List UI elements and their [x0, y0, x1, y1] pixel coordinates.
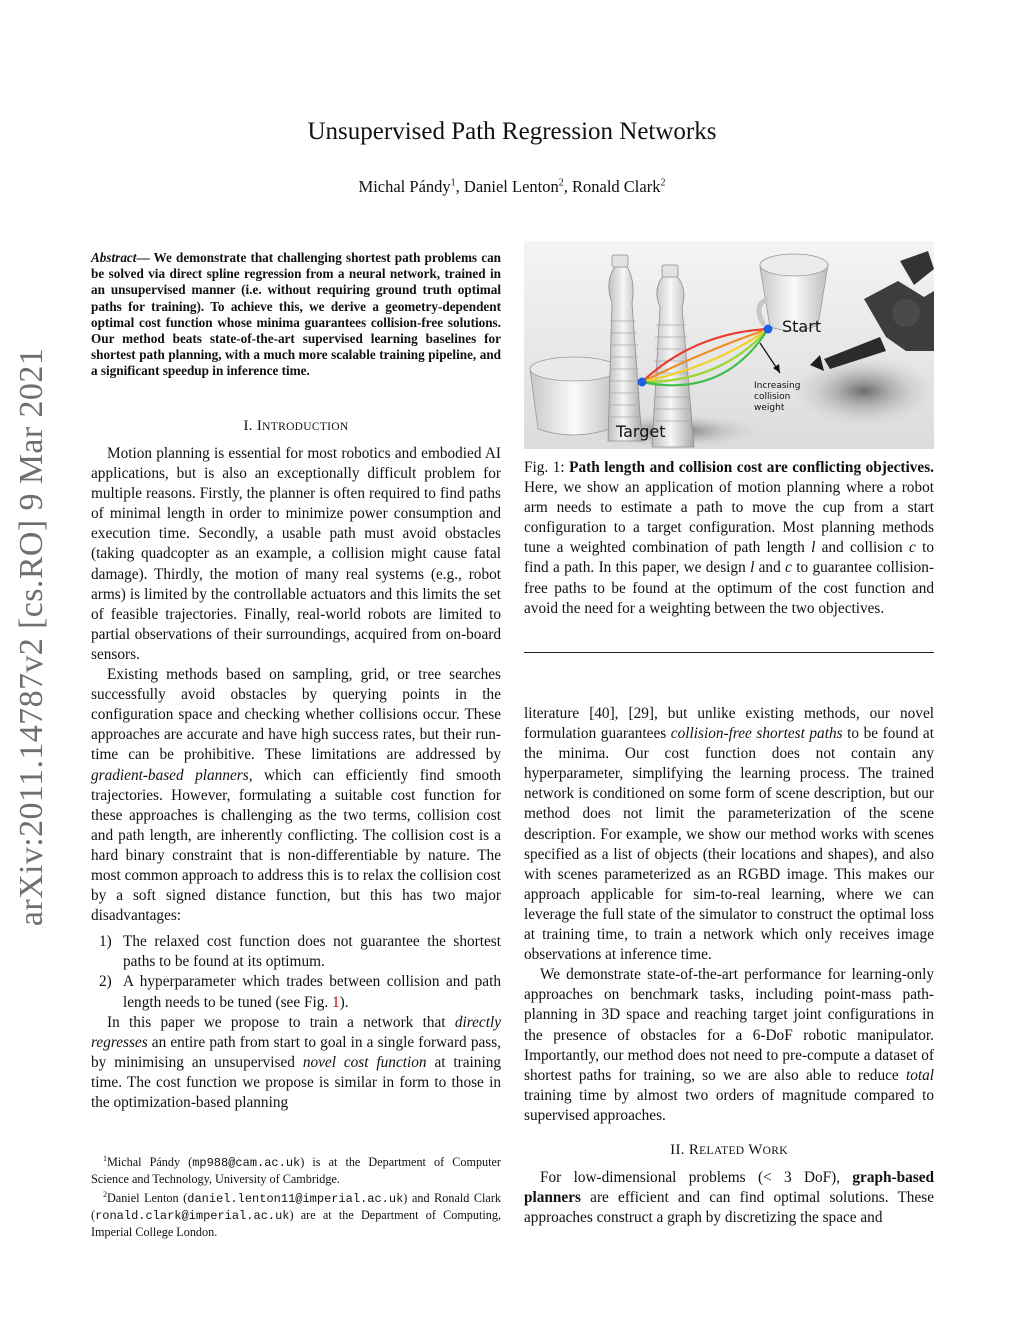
list-number: 2)	[99, 973, 112, 991]
weight-label-line: collision	[754, 392, 791, 402]
emphasis: novel cost function	[302, 1053, 427, 1071]
author-affiliation-mark: 1	[450, 177, 456, 189]
list-item	[91, 932, 501, 972]
text-run: an entire path from start to goal in a single forward pass, by minimising an unsupervised	[91, 1033, 501, 1071]
text-run: at training time. The cost function we propose is similar in form to those in the optimization-based planning	[91, 1053, 501, 1111]
math-symbol: c	[785, 559, 792, 577]
paragraph	[91, 1013, 501, 1113]
paragraph	[524, 1168, 934, 1228]
paragraph	[524, 965, 934, 1126]
text-run: and	[754, 559, 786, 577]
section-heading-related-work	[524, 1142, 934, 1159]
math-symbol: c	[909, 539, 916, 557]
caption-label: Fig. 1:	[524, 459, 565, 476]
start-label: Start	[782, 317, 822, 336]
author-affiliation-mark: 2	[660, 177, 666, 189]
footnote	[91, 1151, 501, 1187]
math-symbol: l	[811, 539, 816, 557]
section-number: II.	[670, 1142, 685, 1158]
weight-label-line: Increasing	[754, 381, 801, 391]
emphasis: collision-free shortest paths	[670, 725, 843, 743]
footnote-mark: 2	[103, 1190, 107, 1200]
text-run: Michal Pándy (	[107, 1155, 193, 1170]
section-title-rest: NTRODUCTION	[262, 421, 349, 433]
caption-text	[524, 458, 934, 619]
weight-label-line: weight	[754, 403, 785, 413]
email-link[interactable]: daniel.lenton11@imperial.ac.uk	[187, 1192, 404, 1207]
text-run: to find a path. In this paper, we design	[524, 539, 934, 577]
text-run: ) are at the Department of Computing, Imperial College London.	[91, 1207, 501, 1239]
list-text	[123, 972, 501, 1012]
section-number: I.	[243, 418, 253, 434]
related-work-body	[524, 1168, 934, 1228]
text-run: ) is at the Department of Computer Science and Technology, University of Cambridge.	[91, 1155, 501, 1186]
emphasis: gradient-based planners	[91, 766, 249, 784]
author-name: Daniel Lenton	[463, 177, 559, 196]
footnotes	[91, 1151, 501, 1240]
text-run: Existing methods based on sampling, grid, or tree searches successfully avoid obstacles by querying points in the configuration space and checking whether collisions occur. These approaches are accurate and have high success rates, but their run-time can be prohibitive. These limitations are addressed by	[91, 666, 501, 764]
figure-divider-rule	[524, 652, 934, 653]
figure-reference-link[interactable]: 1	[332, 993, 340, 1011]
figure-robot-arm-scene	[524, 241, 934, 449]
footnote	[91, 1187, 501, 1240]
text-run: For low-dimensional problems (< 3 DoF),	[540, 1169, 853, 1186]
text-run: and collision	[815, 539, 909, 557]
text-run: are efficient and can find optimal solutions. These approaches construct a graph by discretizing the space and	[524, 1189, 934, 1227]
paragraph	[524, 704, 934, 965]
section-title-rest: ELATED	[699, 1145, 745, 1157]
email-link[interactable]: mp988@cam.ac.uk	[192, 1156, 301, 1171]
emphasis: directly regresses	[91, 1013, 501, 1051]
author-name: Michal Pándy	[358, 177, 451, 196]
footnote-mark: 1	[103, 1154, 107, 1163]
abstract-label: Abstract	[91, 250, 137, 265]
list-item	[91, 972, 501, 1012]
arxiv-identifier: arXiv:2011.14787v2 [cs.RO] 9 Mar 2021	[13, 347, 50, 927]
text-run: We demonstrate state-of-the-art performance for learning-only approaches on benchmark tasks, including point-mass path-planning in 3D space and reaching target joint configurations in the presence of obstacles for a 6-DoF robotic manipulator. Importantly, our method does not need to pre-compute a dataset of shortest paths for training, so we are also able to reduce	[524, 966, 934, 1084]
section-title-initial: R	[688, 1142, 700, 1158]
bold-term: graph-based planners	[524, 1169, 934, 1207]
paper-title: Unsupervised Path Regression Networks	[307, 118, 717, 145]
right-column-body	[524, 704, 934, 1126]
text-run: A hyperparameter which trades between collision and path length needs to be tuned (see Fig.	[123, 973, 501, 1011]
email-link[interactable]: ronald.clark@imperial.ac.uk	[95, 1208, 290, 1223]
text-run: ).	[339, 993, 349, 1011]
section-title-initial: I	[256, 418, 263, 434]
paragraph: Motion planning is essential for most robotics and embodied AI applications, but is also an exceptionally difficult problem for multiple reasons. Firstly, the planner is often required to find paths of minimal length in order to minimize power consumption and execution time. Secondly, a usable path must avoid obstacles (taking quadcopter as an example, a collision might cause fatal damage). Thirdly, the motion of many real systems (e.g., robot arms) is limited by the controllable actuators and this limits the set of feasible trajectories. Finally, real-world robots are limited to partial observations of their surroundings, acquired from on-board sensors.	[91, 445, 501, 663]
math-symbol: l	[750, 559, 755, 577]
list-number: 1)	[99, 933, 112, 951]
paragraph	[91, 665, 501, 926]
text-run: to be found at the minima. Our cost function does not contain any hyperparameter, simplifying the learning process. The trained network is conditioned on some form of scene description, but our method does not limit the parameterization of the scene description. For example, we show our method works with scenes specified as a list of objects (their locations and shapes), and also with scenes parameterized as an RGBD image. This makes our approach applicable for sim-to-real learning, where we can leverage the full state of the simulator to construct the optimal loss at training time, to train a network which only receives image observations at inference time.	[524, 725, 934, 964]
caption-title: Path length and collision cost are conflicting objectives.	[569, 459, 934, 476]
section-heading-introduction	[91, 418, 501, 435]
section-title-initial: W	[748, 1142, 763, 1158]
text-run: Here, we show an application of motion planning where a robot arm needs to estimate a path to move the cup from a start configuration to a target configuration. Most planning methods tune a weighted combination of path length	[524, 479, 934, 557]
figure-caption	[524, 458, 934, 619]
start-point	[764, 325, 773, 334]
target-point	[638, 378, 647, 387]
text-run: Daniel Lenton (	[107, 1191, 188, 1206]
text-run: to guarantee collision-free paths to be found at the optimum of the cost function and avoid the need for a weighting between the two objectives.	[524, 559, 935, 617]
text-run: literature [40], [29], but unlike existing methods, our novel formulation guarantees	[524, 705, 934, 743]
abstract	[91, 250, 501, 380]
list-text: The relaxed cost function does not guarantee the shortest paths to be found at its optimum.	[123, 933, 501, 971]
emphasis: total	[905, 1066, 934, 1084]
author-name: Ronald Clark	[572, 177, 661, 196]
text-run: training time by almost two orders of magnitude compared to supervised approaches.	[524, 1086, 934, 1124]
text-run: In this paper we propose to train a network that	[107, 1013, 455, 1031]
text-run: , which can efficiently find smooth trajectories. However, formulating a suitable cost function for these approaches is challenging as the two terms, collision cost and path length, are inherently conflicting. The collision cost is a hard binary constraint that is non-differentiable by nature. The most common approach to address this is to relax the collision cost by a soft signed distance function, but this has two major disadvantages:	[91, 766, 501, 925]
target-label: Target	[616, 422, 666, 441]
author-list: Michal Pándy$^1$, Daniel Lenton$^2$, Ronald Clark$^2$	[358, 177, 666, 196]
abstract-text: — We demonstrate that challenging shortest path problems can be solved via direct spline regression from a neural network, trained in an unsupervised manner (i.e. without requiring ground truth optimal paths for training). To achieve this, we derive a geometry-dependent optimal cost function whose minima guarantees collision-free solutions. Our method beats state-of-the-art supervised learning baselines for shortest path planning, with a much more scalable training pipeline, and a significant speedup in inference time.	[91, 250, 501, 379]
text-run: ) and Ronald Clark (	[91, 1191, 501, 1222]
section-title-rest: ORK	[762, 1145, 788, 1157]
left-column-body	[91, 444, 501, 1113]
author-affiliation-mark: 2	[558, 177, 564, 189]
